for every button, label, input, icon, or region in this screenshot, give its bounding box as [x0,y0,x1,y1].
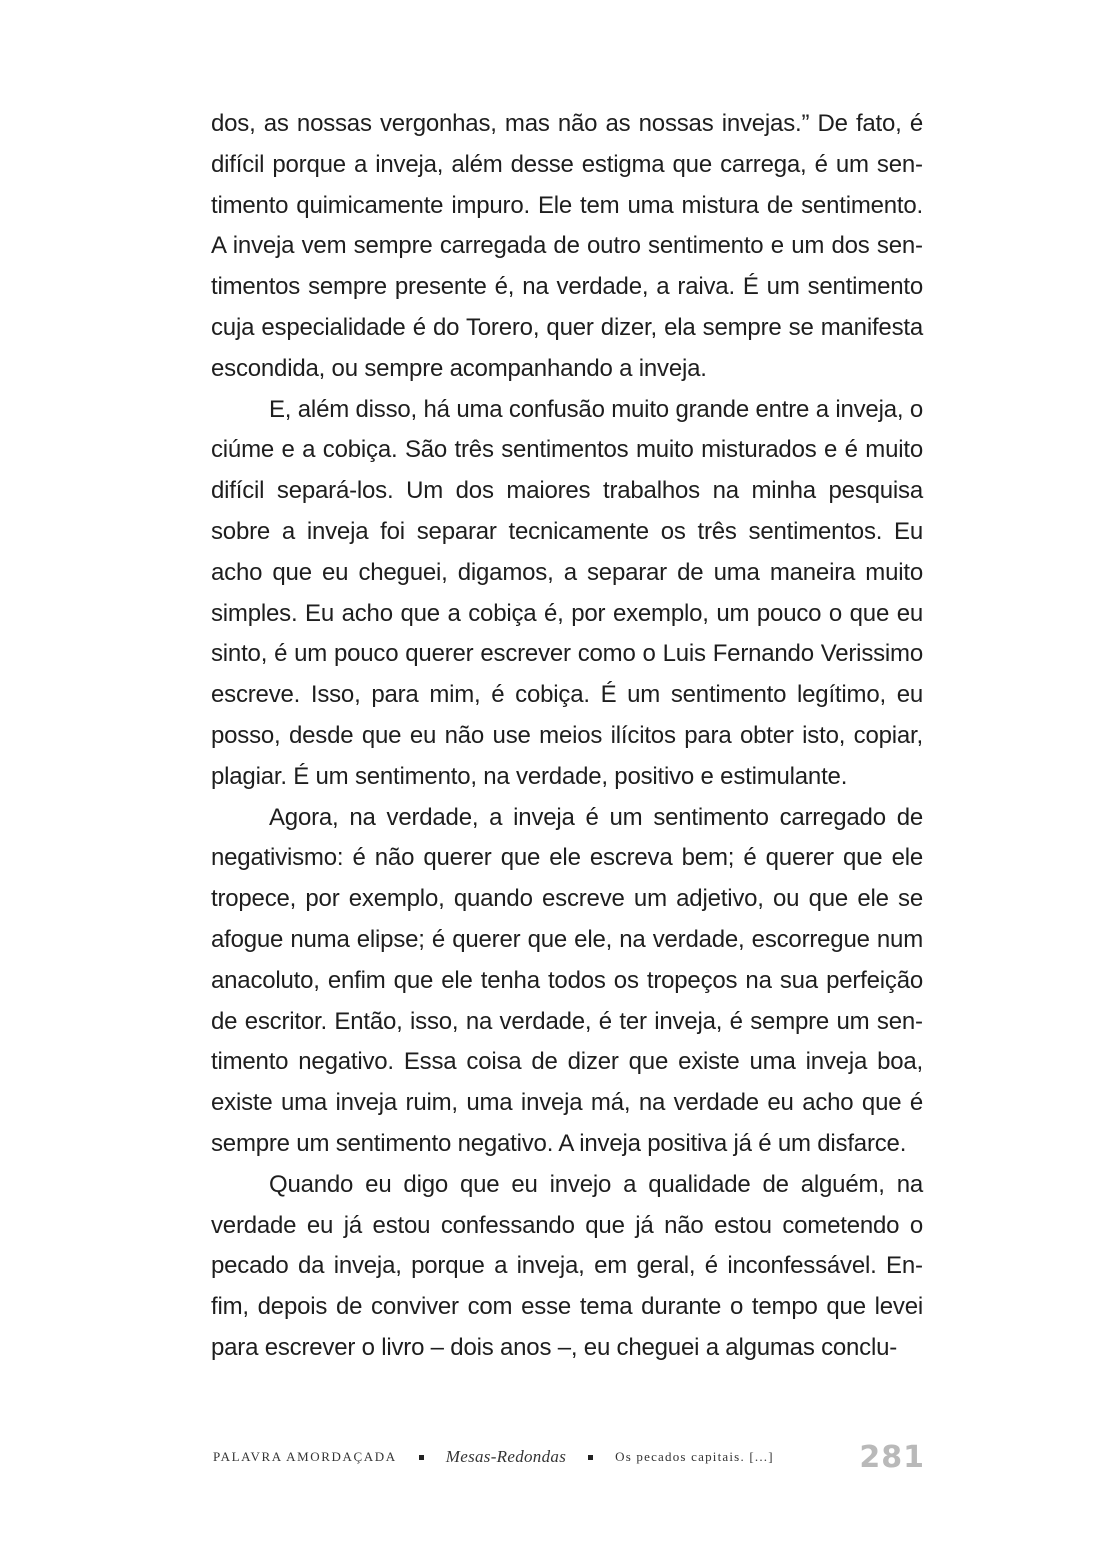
paragraph-2: E, além disso, há uma confusão muito grande entre a inveja, o ciúme e a cobiça. São três sentimentos muito misturados e é muito difícil separá-los. Um dos maiores trabalhos na minha pesquisa sobre a inveja foi separar tecnicamente os três sentimentos. Eu acho que eu cheguei, digamos, a separar de uma maneira muito simples. Eu acho que a cobiça é, por exemplo, um pouco o que eu sinto, é um pouco querer escrever como o Luis Fernando Verissimo escreve. Isso, para mim, é cobiça. É um sentimento legítimo, eu posso, desde que eu não use meios ilícitos para obter isto, copiar, plagiar. É um sentimento, na verdade, positivo e estimulante. [211,395,923,790]
page-number: 281 [859,1439,925,1475]
footer-chapter-title: Os pecados capitais. [...] [615,1449,774,1464]
paragraph-4: Quando eu digo que eu invejo a qualidade de alguém, na verdade eu já estou confessando que já não estou cometendo o pecado da inveja, porque a inveja, em geral, é inconfessável. Enfim, depois de conviver com esse tema durante o tempo que levei para escrever o livro – dois anos –, eu cheguei a algumas conclu- [211,1170,923,1361]
body-text [211,104,923,1369]
paragraph-3: Agora, na verdade, a inveja é um sentimento carregado de negativismo: é não querer que ele escreva bem; é querer que ele tropece, por exemplo, quando escreve um adjetivo, ou que ele se afogue numa elipse; é querer que ele, na verdade, escorregue num anacoluto, enfim que ele tenha todos os tropeços na sua perfeição de escritor. Então, isso, na verdade, é ter inveja, é sempre um sentimento negativo. Essa coisa de dizer que existe uma inveja boa, existe uma inveja ruim, uma inveja má, na verdade eu acho que é sempre um sentimento negativo. A inveja positiva já é um disfarce. [211,803,923,1157]
footer-book-title: PALAVRA AMORDAÇADA [213,1449,397,1464]
footer-separator-square [588,1455,593,1460]
paragraph-1: dos, as nossas vergonhas, mas não as nossas invejas.” De fato, é difícil porque a inveja, além desse estigma que carrega, é um sentimento quimicamente impuro. Ele tem uma mistura de sentimento. A inveja vem sempre carregada de outro sentimento e um dos sentimentos sempre presente é, na verdade, a raiva. É um sentimento cuja especialidade é do Torero, quer dizer, ela sempre se manifesta escondida, ou sempre acompanhando a inveja. [211,110,923,382]
running-footer [213,1440,925,1474]
footer-section-title: Mesas-Redondas [445,1447,567,1466]
footer-separator-square [419,1455,424,1460]
